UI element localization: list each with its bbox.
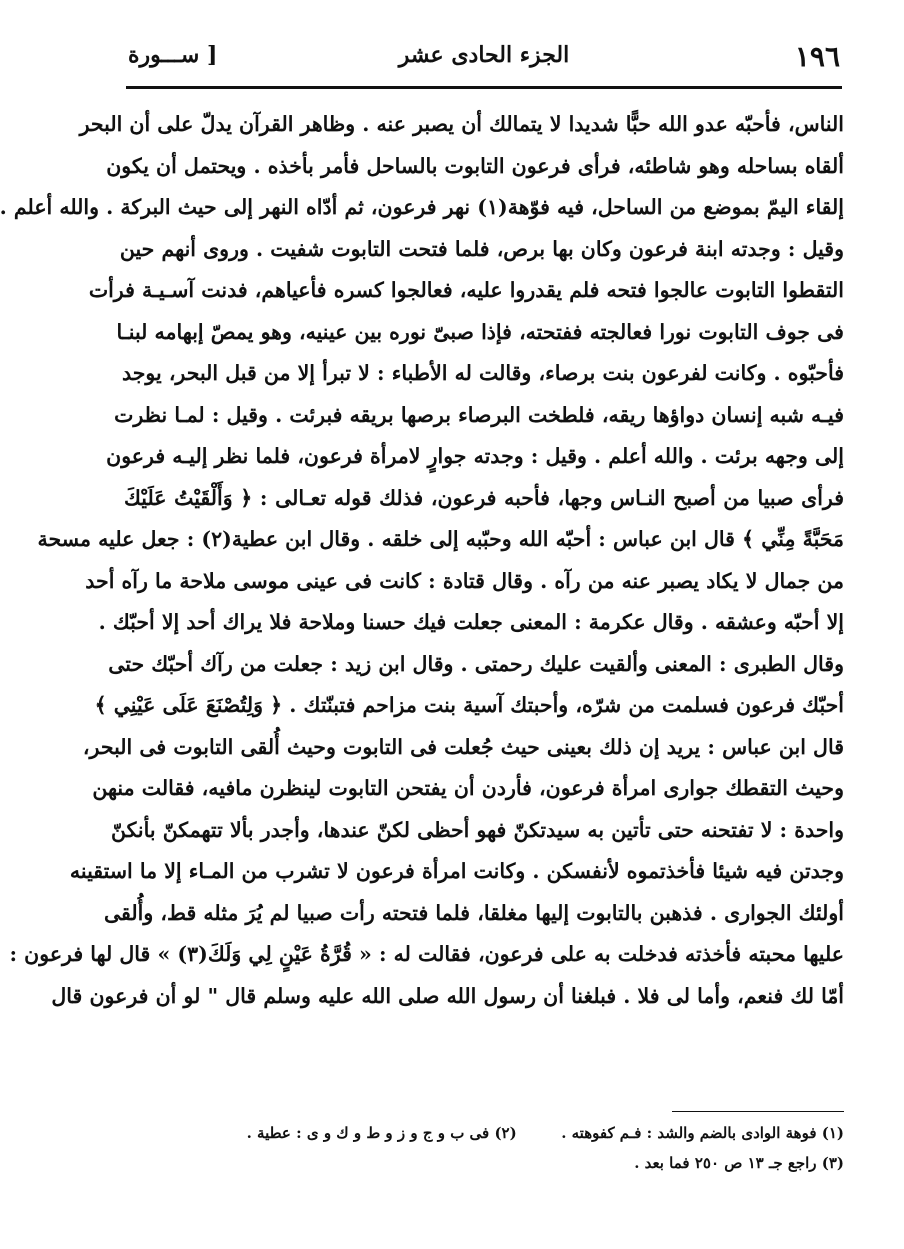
- footnotes: [188, 1118, 844, 1178]
- text-line: أولئك الجوارى . فذهبن بالتابوت إليها مغلقا، فلما فتحته رأت صبيا لم يُرَ مثله قط، وأُلقى: [103, 900, 844, 925]
- text-line: وقال الطبرى : المعنى وألقيت عليك رحمتى . وقال ابن زيد : جعلت من رآك أحبّك حتى: [108, 651, 844, 676]
- text-line: فيـه شبه إنسان دواؤها ريقه، فلطخت البرصاء برصها بريقه فبرئت . وقيل : لمـا نظرت: [114, 402, 844, 427]
- text-line: وجدتن فيه شيئا فأخذتموه لأنفسكن . وكانت امرأة فرعون لا تشرب من المـاء إلا ما استقينه: [69, 859, 844, 883]
- text-line: مَحَبَّةً مِنِّي ﴾ قال ابن عباس : أحبّه الله وحبّبه إلى خلقه . وقال ابن عطية(٢) : جعل عليه مسحة: [37, 527, 844, 551]
- text-line: وحيث التقطك جوارى امرأة فرعون، فأردن أن يفتحن التابوت لينظرن مافيه، فقالت منهن: [92, 776, 844, 800]
- page-header: [128, 36, 840, 82]
- text-line: الناس، فأحبّه عدو الله حبًّا شديدا لا يتمالك أن يصبر عنه . وظاهر القرآن يدلّ على أن البحر: [79, 112, 844, 136]
- running-title: الجزء الحادى عشر: [398, 42, 570, 68]
- text-line: من جمال لا يكاد يصبر عنه من رآه . وقال قتادة : كانت فى عينى موسى ملاحة ما رآه أحد: [85, 568, 844, 593]
- text-line: فرأى صبيا من أصبح النـاس وجها، فأحبه فرعون، فذلك قوله تعـالى : ﴿ وَأَلْقَيْتُ عَلَيْكَ: [124, 485, 844, 510]
- text-line: قال ابن عباس : يريد إن ذلك بعينى حيث جُعلت فى التابوت وحيث أُلقى التابوت فى البحر،: [82, 734, 844, 759]
- text-line: إلقاء اليمّ بموضع من الساحل، فيه فوّهة(١) نهر فرعون، ثم أدّاه النهر إلى حيث البركة . والله أعلم .: [0, 195, 844, 219]
- body-text: [0, 104, 844, 1017]
- text-line: عليها محبته فأخذته فدخلت به على فرعون، فقالت له : « قُرَّةُ عَيْنٍ لِي وَلَكَ(٣) » قال لها فرعون :: [9, 942, 844, 966]
- page-number: ١٩٦: [794, 40, 840, 73]
- text-line: فأحبّوه . وكانت لفرعون بنت برصاء، وقالت له الأطباء : لا تبرأ إلا من قبل البحر، يوجد: [121, 361, 844, 385]
- text-line: إلا أحبّه وعشقه . وقال عكرمة : المعنى جعلت فيك حسنا وملاحة فلا يراك أحد إلا أحبّك .: [98, 610, 844, 634]
- text-line: التقطوا التابوت عالجوا فتحه فلم يقدروا عليه، فعالجوا كسره فأعياهم، فدنت آسـيـة فرأت: [88, 278, 844, 302]
- footnote-1: (١) فوهة الوادى بالضم والشد : فـم كفوهته .: [561, 1124, 844, 1142]
- footnote-row: [188, 1148, 844, 1178]
- text-line: أحبّك فرعون فسلمت من شرّه، وأحبتك آسية بنت مزاحم فتبنّتك . ﴿ وَلِتُصْنَعَ عَلَى عَيْنِي ﴾: [94, 693, 844, 717]
- footnote-row: [188, 1118, 844, 1148]
- text-line: أمّا لك فنعم، وأما لى فلا . فبلغنا أن رسول الله صلى الله عليه وسلم قال " لو أن فرعون قال: [51, 983, 844, 1008]
- text-line: واحدة : لا تفتحنه حتى تأتين به سيدتكنّ فهو أحظى لكنّ عندها، وأجدر بألا تتهمكنّ بأنكنّ: [110, 817, 844, 842]
- text-line: فى جوف التابوت نورا فعالجته ففتحته، فإذا صبىّ نوره بين عينيه، وهو يمصّ إبهامه لبنـا: [116, 319, 844, 344]
- footnote-3: (٣) راجع جـ ١٣ ص ٢٥٠ فما بعد .: [634, 1154, 844, 1172]
- footnote-divider: [672, 1111, 844, 1112]
- footnote-2: (٢) فى ب و ج و ز و ط و ك و ى : عطية .: [246, 1124, 517, 1142]
- text-line: إلى وجهه برئت . والله أعلم . وقيل : وجدته جوارٍ لامرأة فرعون، فلما نظر إليـه فرعون: [106, 444, 844, 468]
- text-line: وقيل : وجدته ابنة فرعون وكان بها برص، فلما فتحت التابوت شفيت . وروى أنهم حين: [119, 236, 844, 261]
- surah-label: [ ســـورة: [128, 42, 218, 68]
- header-divider: [126, 86, 842, 89]
- text-line: ألقاه بساحله وهو شاطئه، فرأى فرعون التابوت بالساحل فأمر بأخذه . ويحتمل أن يكون: [106, 153, 844, 178]
